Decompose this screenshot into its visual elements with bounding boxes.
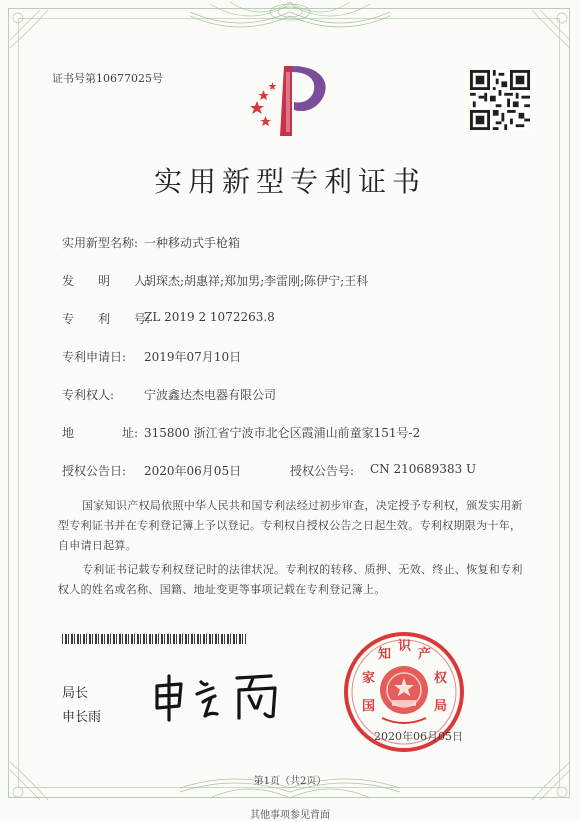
application-date-value: 2019年07月10日 [144,350,242,364]
qr-code-icon [470,70,530,130]
top-ornament [190,0,390,40]
director-title: 局长 [62,686,89,701]
svg-text:产: 产 [418,647,432,662]
svg-text:局: 局 [434,699,448,714]
corner-ornament-tr [530,10,570,50]
svg-text:知: 知 [378,647,392,662]
svg-text:权: 权 [434,671,448,686]
grant-date-value: 2020年06月05日 [144,464,242,478]
svg-text:家: 家 [362,671,376,686]
director-name: 申长雨 [62,710,102,725]
utility-model-name-value: 一种移动式手枪箱 [144,236,241,250]
certificate-title: 实用新型专利证书 [153,165,426,198]
utility-model-name-label: 实用新型名称: [62,236,139,250]
patentee-label: 专利权人: [62,388,115,402]
corner-ornament-tl [10,10,50,50]
grant-statement-paragraph: 国家知识产权局依照中华人民共和国专利法经过初步审查，决定授予专利权，颁发实用新型专利证书并在专利登记簿上予以登记。专利权自授权公告之日起生效。专利权期限为十年，自申请日起算。 [58,499,523,552]
certificate-number: 证书号第10677025号 [52,72,163,85]
patentee-value: 宁波鑫达杰电器有限公司 [144,388,277,402]
grant-number-value: CN 210689383 U [370,462,477,476]
address-value: 315800 浙江省宁波市北仑区霞浦山前童家151号-2 [144,426,421,440]
svg-text:国: 国 [362,699,376,714]
patent-number-label: 专 利 号: [62,312,151,326]
handwritten-signature-icon [145,668,295,724]
barcode [62,634,246,644]
inventor-label: 发 明 人: [62,274,151,288]
address-label: 地 址: [62,426,139,440]
page-info: 第1页（共2页） [253,776,327,787]
grant-date-label: 授权公告日: [62,464,127,478]
seal-date: 2020年06月05日 [374,730,463,743]
legal-status-paragraph: 专利证书记载专利权登记时的法律状况。专利权的转移、质押、无效、终止、恢复和专利权人的姓名或名称、国籍、地址变更等事项记载在专利登记簿上。 [58,563,523,596]
svg-text:识: 识 [398,639,412,654]
application-date-label: 专利申请日: [62,350,127,364]
back-note: 其他事项参见背面 [250,810,330,821]
grant-number-label: 授权公告号: [290,464,355,478]
cnipa-logo-icon [240,62,340,138]
patent-number-value: ZL 2019 2 1072263.8 [144,310,275,324]
inventor-value: 胡琛杰;胡惠祥;郑加男;李雷刚;陈伊宁;王科 [144,274,369,288]
